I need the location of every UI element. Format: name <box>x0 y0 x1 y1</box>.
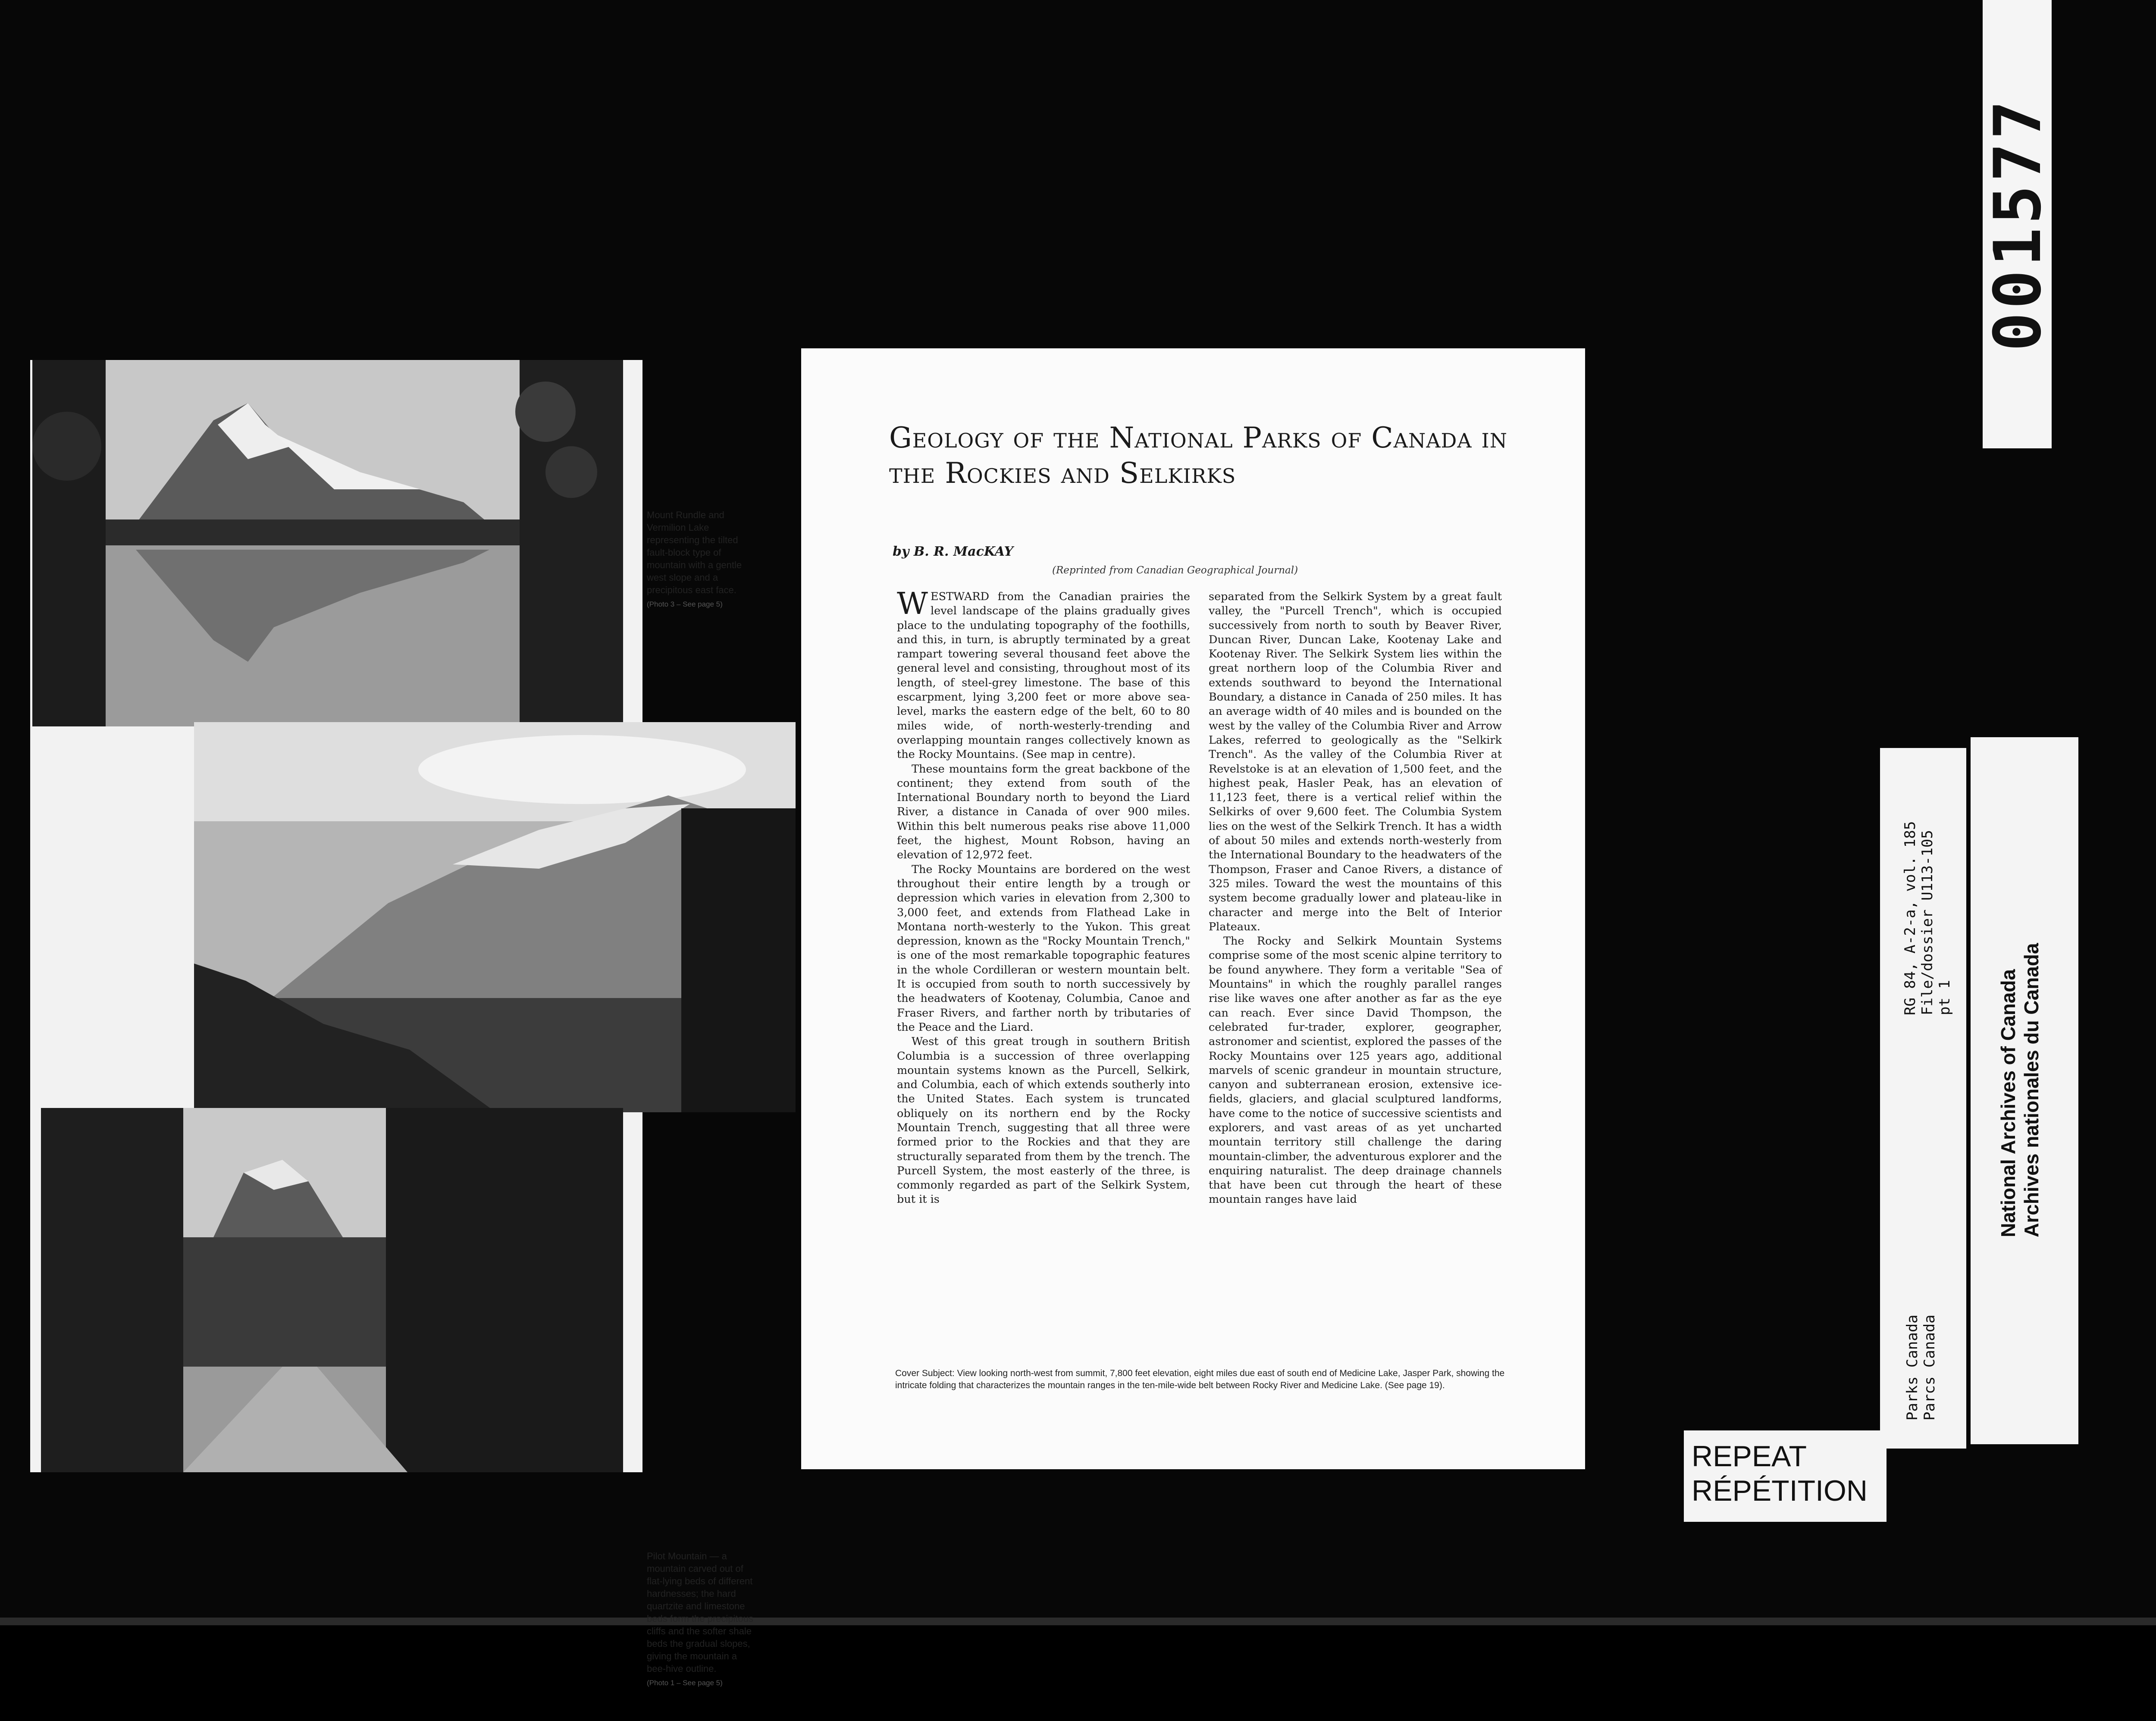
column-2 <box>1209 590 1502 1207</box>
frame-number: 001577 <box>1981 97 2056 351</box>
archives-text: National Archives of Canada Archives nationales du Canada <box>1997 943 2043 1237</box>
photo-mount-ishbel <box>194 722 796 1112</box>
column-1 <box>897 586 1190 1207</box>
paragraph: The Rocky and Selkirk Mountain Systems comprise some of the most scenic alpine territory to be found anywhere. They form a veritable "Sea of Mountains" in which the roughly parallel ranges rise like waves one after another as far as the eye can reach. Ever since David Thompson, the celebrated fur-trader, explorer, geographer, astronomer and scientist, explored the passes of the Rocky Mountains over 125 years ago, additional marvels of scenic grandeur in mountain structure, canyon and subterranean erosion, extensive ice-fields, glaciers, and glacial sculptured landforms, have come to the notice of successive scientists and explorers, and vast areas of as yet uncharted mountain territory still challenge the daring mountain-climber, the adventurous explorer and the enquiring naturalist. The deep drainage channels that have been cut through the heart of these mountain ranges have laid <box>1209 935 1502 1206</box>
caption-pilot-mountain: Pilot Mountain — a mountain carved out of flat-lying beds of different hardnesses; the hard quartzite and limestone beds form the precipitous cliffs and the softer shale beds the gradual slopes, giving the mountain a bee-hive outline. (Photo 1 – See page 5) <box>647 1551 754 1687</box>
paragraph: These mountains form the great backbone of the continent; they extend from south of the International Boundary north to beyond the Liard River, a distance in Canada of over 900 miles. Within this belt numerous peaks rise above 11,000 feet, the highest, Mount Robson, having an elevation of 12,972 feet. <box>897 762 1190 862</box>
byline: by B. R. MacKAY <box>893 544 1013 559</box>
paragraph: West of this great trough in southern British Columbia is a succession of three overlapping mountain systems known as the Purcell, Selkirk, and Columbia, each of which extends southerly into the United States. Each system is truncated obliquely on its northern end by the Rocky Mountain Trench, suggesting that all three were formed prior to the Rockies and that they are structurally separated from them by the trench. The Purcell System, the most easterly of the three, is commonly regarded as part of the Selkirk System, but it is <box>897 1035 1190 1206</box>
film-border <box>0 1625 2156 1721</box>
archives-label <box>1971 737 2078 1444</box>
reference-label <box>1880 748 1966 1449</box>
file-reference-text: RG 84, A-2-a, vol. 185 File/dossier U113-105 pt 1 <box>1902 821 1953 1015</box>
paragraph: separated from the Selkirk System by a great fault valley, the "Purcell Trench", which is occupied successively from north to south by Beaver River, Duncan River, Duncan Lake, Kootenay Lake and Kootenay River. The Selkirk System lies within the great northern loop of the Columbia River and extends southward to beyond the International Boundary, a distance in Canada of 250 miles. It has an average width of 40 miles and is bounded on the west by the valley of the Columbia River and Arrow Lakes, referred to geologically as the "Selkirk Trench". As the valley of the Columbia River at Revelstoke is at an elevation of 1,500 feet, and the highest peak, Hasler Peak, has an elevation of 11,123 feet, there is a vertical relief within the Selkirks of over 9,600 feet. The Columbia System lies on the west of the Selkirk Trench. It has a width of about 50 miles and extends north-westerly from the International Boundary to the headwaters of the Thompson, Fraser and Canoe Rivers, a distance of 325 miles. Toward the west the mountains of this system become gradually lower and plateau-like in character and merge into the Belt of Interior Plateaux. <box>1209 590 1502 933</box>
left-page <box>30 360 754 1687</box>
paragraph: WESTWARD from the Canadian prairies the level landscape of the plains gradually gives place to the undulating topography of the foothills, and this, in turn, is abruptly terminated by a great rampart towering several thousand feet above the general level and consisting, throughout most of its length, of steel-grey limestone. The base of this escarpment, lying 3,200 feet or more above sea-level, marks the eastern edge of the belt, 60 to 80 miles wide, of north-westerly-trending and overlapping mountain ranges collectively known as the Rocky Mountains. (See map in centre). <box>897 586 1190 761</box>
paragraph: The Rocky Mountains are bordered on the west throughout their entire length by a trough or depression which varies in elevation from 2,300 to 3,000 feet, and extends from Flathead Lake in Montana north-westerly to the Yukon. This great depression, known as the "Rocky Mountain Trench," is one of the most remarkable topographic features in the whole Cordilleran or western mountain belt. It is occupied from south to north successively by the headwaters of Kootenay, Columbia, Canoe and Fraser Rivers, and farther north by tributaries of the Peace and the Liard. <box>897 863 1190 1034</box>
article-title: Geology of the National Parks of Canada in the Rockies and Selkirks <box>889 421 1507 490</box>
parks-canada-text: Parks Canada Parcs Canada <box>1904 1314 1938 1421</box>
drop-cap: W <box>897 586 928 621</box>
reprinted-note: (Reprinted from Canadian Geographical Journal) <box>1052 565 1298 576</box>
caption-mount-rundle: Mount Rundle and Vermilion Lake representing the tilted fault-block type of mountain with a gentle west slope and a precipitous east face. (Photo 3 – See page 5) <box>647 510 742 608</box>
repeat-stamp: REPEAT RÉPÉTITION <box>1684 1430 1887 1522</box>
photo-mount-rundle <box>32 360 623 726</box>
photo-pilot-mountain <box>41 1108 623 1472</box>
film-edge <box>0 1618 2156 1625</box>
cover-subject: Cover Subject: View looking north-west from summit, 7,800 feet elevation, eight miles due east of south end of Medicine Lake, Jasper Park, showing the intricate folding that characterizes the mountain ranges in the ten-mile-wide belt between Rocky River and Medicine Lake. (See page 19). <box>895 1368 1505 1390</box>
